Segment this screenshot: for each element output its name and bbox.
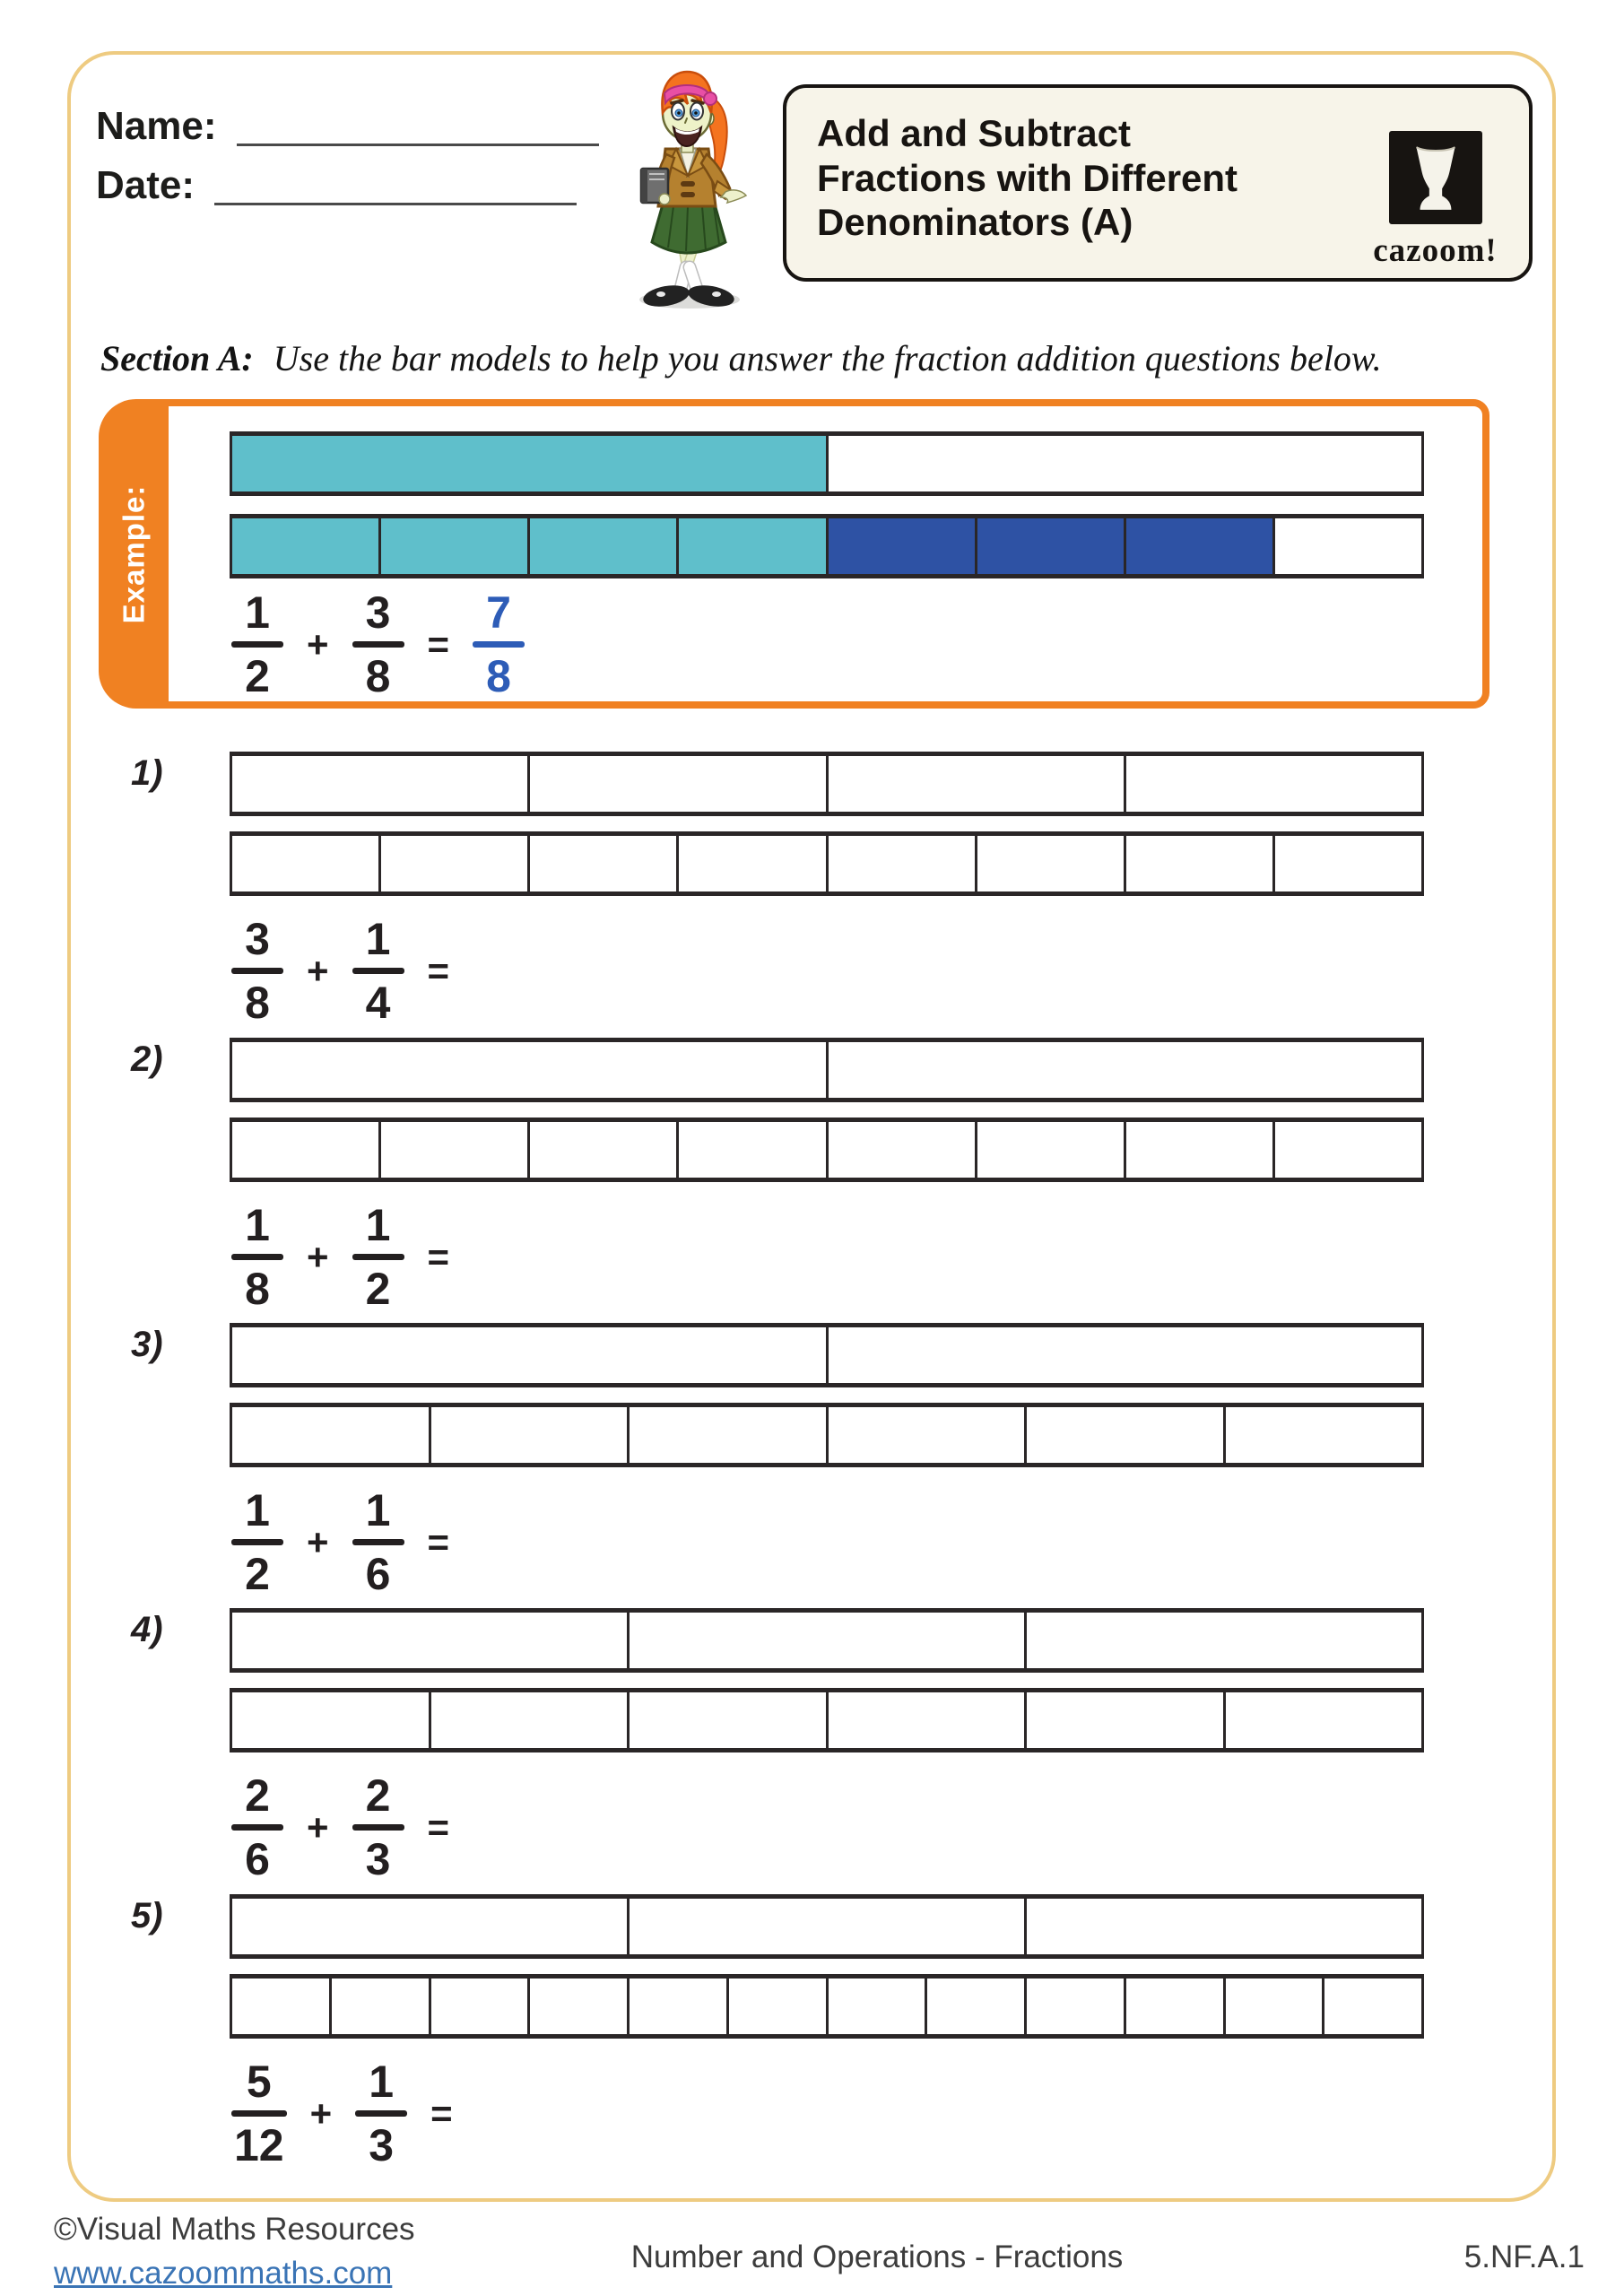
fraction-denominator: 8 bbox=[365, 651, 391, 701]
plus-operator: + bbox=[307, 1520, 329, 1563]
question-3-fraction-2 bbox=[352, 1485, 404, 1599]
plus-operator: + bbox=[309, 2092, 333, 2135]
section-instruction-line bbox=[100, 337, 1382, 379]
example-tab-label: Example: bbox=[117, 484, 151, 623]
question-1-bar-top bbox=[230, 752, 1424, 816]
fraction-denominator: 3 bbox=[369, 2120, 395, 2170]
question-3-bar-bottom-cell-1[interactable] bbox=[232, 1407, 431, 1463]
question-5-bar-bottom-cell-5[interactable] bbox=[630, 1979, 729, 2034]
drum-icon bbox=[1389, 131, 1482, 224]
question-5-bar-top-cell-2[interactable] bbox=[630, 1899, 1027, 1954]
fraction-numerator: 1 bbox=[245, 1200, 270, 1250]
section-instruction-text: Use the bar models to help you answer the fraction addition questions below. bbox=[273, 338, 1382, 378]
question-5-bar-bottom bbox=[230, 1974, 1424, 2039]
question-2-number: 2) bbox=[131, 1039, 163, 1079]
question-5-bar-top bbox=[230, 1894, 1424, 1959]
example-bar-bottom-cell-6 bbox=[977, 518, 1126, 574]
question-3-bar-top bbox=[230, 1323, 1424, 1387]
fraction-numerator: 1 bbox=[245, 587, 270, 638]
question-2-bar-bottom-cell-3[interactable] bbox=[530, 1122, 679, 1178]
fraction-numerator: 1 bbox=[365, 914, 391, 964]
fraction-bar bbox=[352, 1539, 404, 1545]
name-input-line[interactable] bbox=[237, 106, 599, 146]
equals-sign: = bbox=[427, 1520, 450, 1563]
question-5-bar-bottom-cell-12[interactable] bbox=[1324, 1979, 1421, 2034]
question-1-bar-top-cell-1[interactable] bbox=[232, 756, 530, 812]
title-line-1: Add and Subtract bbox=[817, 112, 1132, 154]
logo-wordmark: cazoom! bbox=[1373, 232, 1498, 269]
question-2-bar-bottom bbox=[230, 1118, 1424, 1182]
question-4-number: 4) bbox=[131, 1610, 163, 1649]
question-2-fraction-1 bbox=[231, 1200, 283, 1314]
fraction-numerator: 5 bbox=[246, 2057, 272, 2107]
fraction-numerator: 3 bbox=[365, 587, 391, 638]
question-4-bar-bottom-cell-5[interactable] bbox=[1027, 1692, 1226, 1748]
fraction-denominator: 2 bbox=[245, 651, 270, 701]
question-5-bar-bottom-cell-9[interactable] bbox=[1027, 1979, 1126, 2034]
question-3-bar-top-cell-1[interactable] bbox=[232, 1327, 829, 1383]
example-bar-bottom-cell-2 bbox=[381, 518, 530, 574]
question-2-bar-bottom-cell-6[interactable] bbox=[977, 1122, 1126, 1178]
footer-standard-code: 5.NF.A.1 bbox=[1463, 2239, 1585, 2274]
question-4-fraction-2 bbox=[352, 1770, 404, 1884]
example-bar-bottom-cell-5 bbox=[829, 518, 977, 574]
question-4-bar-bottom-cell-3[interactable] bbox=[630, 1692, 829, 1748]
question-1-equation bbox=[231, 914, 450, 1028]
question-2-bar-bottom-cell-5[interactable] bbox=[829, 1122, 977, 1178]
question-1-bar-bottom-cell-4[interactable] bbox=[679, 836, 828, 891]
fraction-bar bbox=[231, 1254, 283, 1260]
question-5-bar-bottom-cell-8[interactable] bbox=[927, 1979, 1027, 2034]
question-1-bar-bottom-cell-5[interactable] bbox=[829, 836, 977, 891]
fraction-numerator: 1 bbox=[369, 2057, 395, 2107]
question-1-bar-bottom bbox=[230, 831, 1424, 896]
question-1-bar-bottom-cell-8[interactable] bbox=[1275, 836, 1421, 891]
fraction-denominator: 3 bbox=[365, 1834, 391, 1884]
question-3-number: 3) bbox=[131, 1325, 163, 1364]
fraction-denominator: 6 bbox=[245, 1834, 270, 1884]
footer-category: Number and Operations - Fractions bbox=[630, 2239, 1124, 2274]
example-tab bbox=[99, 399, 169, 709]
question-2-bar-top-cell-2[interactable] bbox=[829, 1042, 1422, 1098]
question-4-bar-top-cell-1[interactable] bbox=[232, 1613, 630, 1668]
fraction-bar bbox=[231, 641, 283, 648]
question-4-bar-top bbox=[230, 1608, 1424, 1673]
example-bar-bottom-cell-3 bbox=[530, 518, 679, 574]
question-5-fraction-2 bbox=[355, 2059, 407, 2168]
equals-sign: = bbox=[427, 1235, 450, 1278]
date-input-line[interactable] bbox=[214, 165, 577, 205]
student-character-illustration bbox=[625, 65, 751, 316]
equals-sign: = bbox=[427, 1805, 450, 1848]
fraction-numerator: 3 bbox=[245, 914, 270, 964]
question-5-bar-top-cell-3[interactable] bbox=[1027, 1899, 1421, 1954]
question-3-bar-bottom-cell-2[interactable] bbox=[431, 1407, 630, 1463]
example-bar-bottom-cell-7 bbox=[1126, 518, 1275, 574]
question-1-bar-bottom-cell-6[interactable] bbox=[977, 836, 1126, 891]
question-1-bar-bottom-cell-1[interactable] bbox=[232, 836, 381, 891]
fraction-numerator: 1 bbox=[245, 1485, 270, 1535]
question-5-bar-bottom-cell-2[interactable] bbox=[332, 1979, 431, 2034]
website-link[interactable]: www.cazoommaths.com bbox=[54, 2256, 393, 2291]
question-1-bar-bottom-cell-7[interactable] bbox=[1126, 836, 1275, 891]
worksheet-title bbox=[817, 111, 1361, 265]
copyright-text: ©Visual Maths Resources bbox=[54, 2212, 415, 2247]
fraction-denominator: 4 bbox=[365, 978, 391, 1028]
fraction-bar bbox=[231, 1539, 283, 1545]
equals-sign: = bbox=[427, 949, 450, 992]
fraction-numerator: 1 bbox=[365, 1200, 391, 1250]
fraction-bar bbox=[473, 641, 525, 648]
question-4-bar-bottom bbox=[230, 1688, 1424, 1752]
fraction-bar bbox=[352, 1254, 404, 1260]
question-1-bar-bottom-cell-2[interactable] bbox=[381, 836, 530, 891]
fraction-denominator: 12 bbox=[234, 2120, 284, 2170]
title-line-2: Fractions with Different bbox=[817, 156, 1238, 199]
question-4-bar-bottom-cell-6[interactable] bbox=[1226, 1692, 1422, 1748]
date-label: Date: bbox=[96, 163, 195, 207]
question-1-bar-top-cell-2[interactable] bbox=[530, 756, 828, 812]
example-bar-bottom-cell-8 bbox=[1275, 518, 1421, 574]
question-3-fraction-1 bbox=[231, 1485, 283, 1599]
question-5-number: 5) bbox=[131, 1896, 163, 1935]
fraction-numerator: 2 bbox=[365, 1770, 391, 1821]
question-5-fraction-1 bbox=[231, 2059, 287, 2168]
name-label: Name: bbox=[96, 104, 217, 148]
example-bar-bottom-cell-1 bbox=[232, 518, 381, 574]
question-4-equation bbox=[231, 1770, 450, 1884]
title-box bbox=[783, 84, 1533, 282]
fraction-numerator: 2 bbox=[245, 1770, 270, 1821]
question-2-bar-bottom-cell-7[interactable] bbox=[1126, 1122, 1275, 1178]
question-1-bar-bottom-cell-3[interactable] bbox=[530, 836, 679, 891]
name-field-row bbox=[96, 106, 599, 146]
question-3-bar-bottom-cell-4[interactable] bbox=[829, 1407, 1028, 1463]
question-5-equation bbox=[231, 2059, 453, 2168]
example-answer-fraction bbox=[473, 587, 525, 701]
question-5-bar-bottom-cell-7[interactable] bbox=[829, 1979, 928, 2034]
question-5-bar-top-cell-1[interactable] bbox=[232, 1899, 630, 1954]
question-5-bar-bottom-cell-3[interactable] bbox=[431, 1979, 531, 2034]
fraction-bar bbox=[352, 968, 404, 974]
question-1-fraction-2 bbox=[352, 914, 404, 1028]
plus-operator: + bbox=[307, 949, 329, 992]
question-5-bar-bottom-cell-4[interactable] bbox=[530, 1979, 630, 2034]
date-field-row bbox=[96, 165, 577, 205]
fraction-denominator: 8 bbox=[245, 1264, 270, 1314]
question-3-bar-top-cell-2[interactable] bbox=[829, 1327, 1422, 1383]
example-bar-bottom bbox=[230, 514, 1424, 578]
question-3-bar-bottom-cell-6[interactable] bbox=[1226, 1407, 1422, 1463]
fraction-denominator: 8 bbox=[486, 651, 511, 701]
example-bar-top bbox=[230, 431, 1424, 496]
question-2-bar-top bbox=[230, 1038, 1424, 1102]
example-bar-bottom-cell-4 bbox=[679, 518, 828, 574]
fraction-bar bbox=[352, 641, 404, 648]
question-2-fraction-2 bbox=[352, 1200, 404, 1314]
fraction-denominator: 8 bbox=[245, 978, 270, 1028]
fraction-denominator: 6 bbox=[365, 1549, 391, 1599]
fraction-numerator: 1 bbox=[365, 1485, 391, 1535]
question-4-bar-bottom-cell-1[interactable] bbox=[232, 1692, 431, 1748]
question-4-bar-top-cell-3[interactable] bbox=[1027, 1613, 1421, 1668]
fraction-numerator: 7 bbox=[486, 587, 511, 638]
question-2-bar-bottom-cell-8[interactable] bbox=[1275, 1122, 1421, 1178]
question-4-bar-bottom-cell-4[interactable] bbox=[829, 1692, 1028, 1748]
question-5-bar-bottom-cell-6[interactable] bbox=[729, 1979, 829, 2034]
fraction-denominator: 2 bbox=[365, 1264, 391, 1314]
fraction-bar bbox=[231, 968, 283, 974]
section-label: Section A: bbox=[100, 338, 254, 378]
question-3-bar-bottom bbox=[230, 1403, 1424, 1467]
example-fraction-2 bbox=[352, 587, 404, 701]
plus-operator: + bbox=[307, 1235, 329, 1278]
question-4-fraction-1 bbox=[231, 1770, 283, 1884]
question-2-bar-bottom-cell-4[interactable] bbox=[679, 1122, 828, 1178]
fraction-bar bbox=[231, 1824, 283, 1831]
question-3-bar-bottom-cell-5[interactable] bbox=[1027, 1407, 1226, 1463]
question-3-bar-bottom-cell-3[interactable] bbox=[630, 1407, 829, 1463]
fraction-denominator: 2 bbox=[245, 1549, 270, 1599]
equals-sign: = bbox=[427, 622, 450, 665]
question-2-equation bbox=[231, 1200, 450, 1314]
question-5-bar-bottom-cell-11[interactable] bbox=[1226, 1979, 1325, 2034]
example-bar-top-cell-2 bbox=[829, 436, 1422, 491]
question-4-bar-top-cell-2[interactable] bbox=[630, 1613, 1027, 1668]
question-1-number: 1) bbox=[131, 753, 163, 793]
question-1-bar-top-cell-4[interactable] bbox=[1126, 756, 1421, 812]
question-1-fraction-1 bbox=[231, 914, 283, 1028]
example-equation bbox=[231, 587, 525, 701]
cazoom-logo bbox=[1361, 131, 1509, 269]
fraction-bar bbox=[352, 1824, 404, 1831]
fraction-bar bbox=[355, 2110, 407, 2117]
plus-operator: + bbox=[307, 622, 329, 665]
question-4-bar-bottom-cell-2[interactable] bbox=[431, 1692, 630, 1748]
plus-operator: + bbox=[307, 1805, 329, 1848]
question-1-bar-top-cell-3[interactable] bbox=[829, 756, 1126, 812]
question-2-bar-bottom-cell-2[interactable] bbox=[381, 1122, 530, 1178]
example-fraction-1 bbox=[231, 587, 283, 701]
equals-sign: = bbox=[430, 2092, 453, 2135]
fraction-bar bbox=[231, 2110, 287, 2117]
example-bar-top-cell-1 bbox=[232, 436, 829, 491]
question-2-bar-top-cell-1[interactable] bbox=[232, 1042, 829, 1098]
footer-left bbox=[54, 2212, 415, 2292]
question-5-bar-bottom-cell-10[interactable] bbox=[1126, 1979, 1226, 2034]
title-line-3: Denominators (A) bbox=[817, 201, 1133, 244]
question-5-bar-bottom-cell-1[interactable] bbox=[232, 1979, 332, 2034]
question-2-bar-bottom-cell-1[interactable] bbox=[232, 1122, 381, 1178]
question-3-equation bbox=[231, 1485, 450, 1599]
